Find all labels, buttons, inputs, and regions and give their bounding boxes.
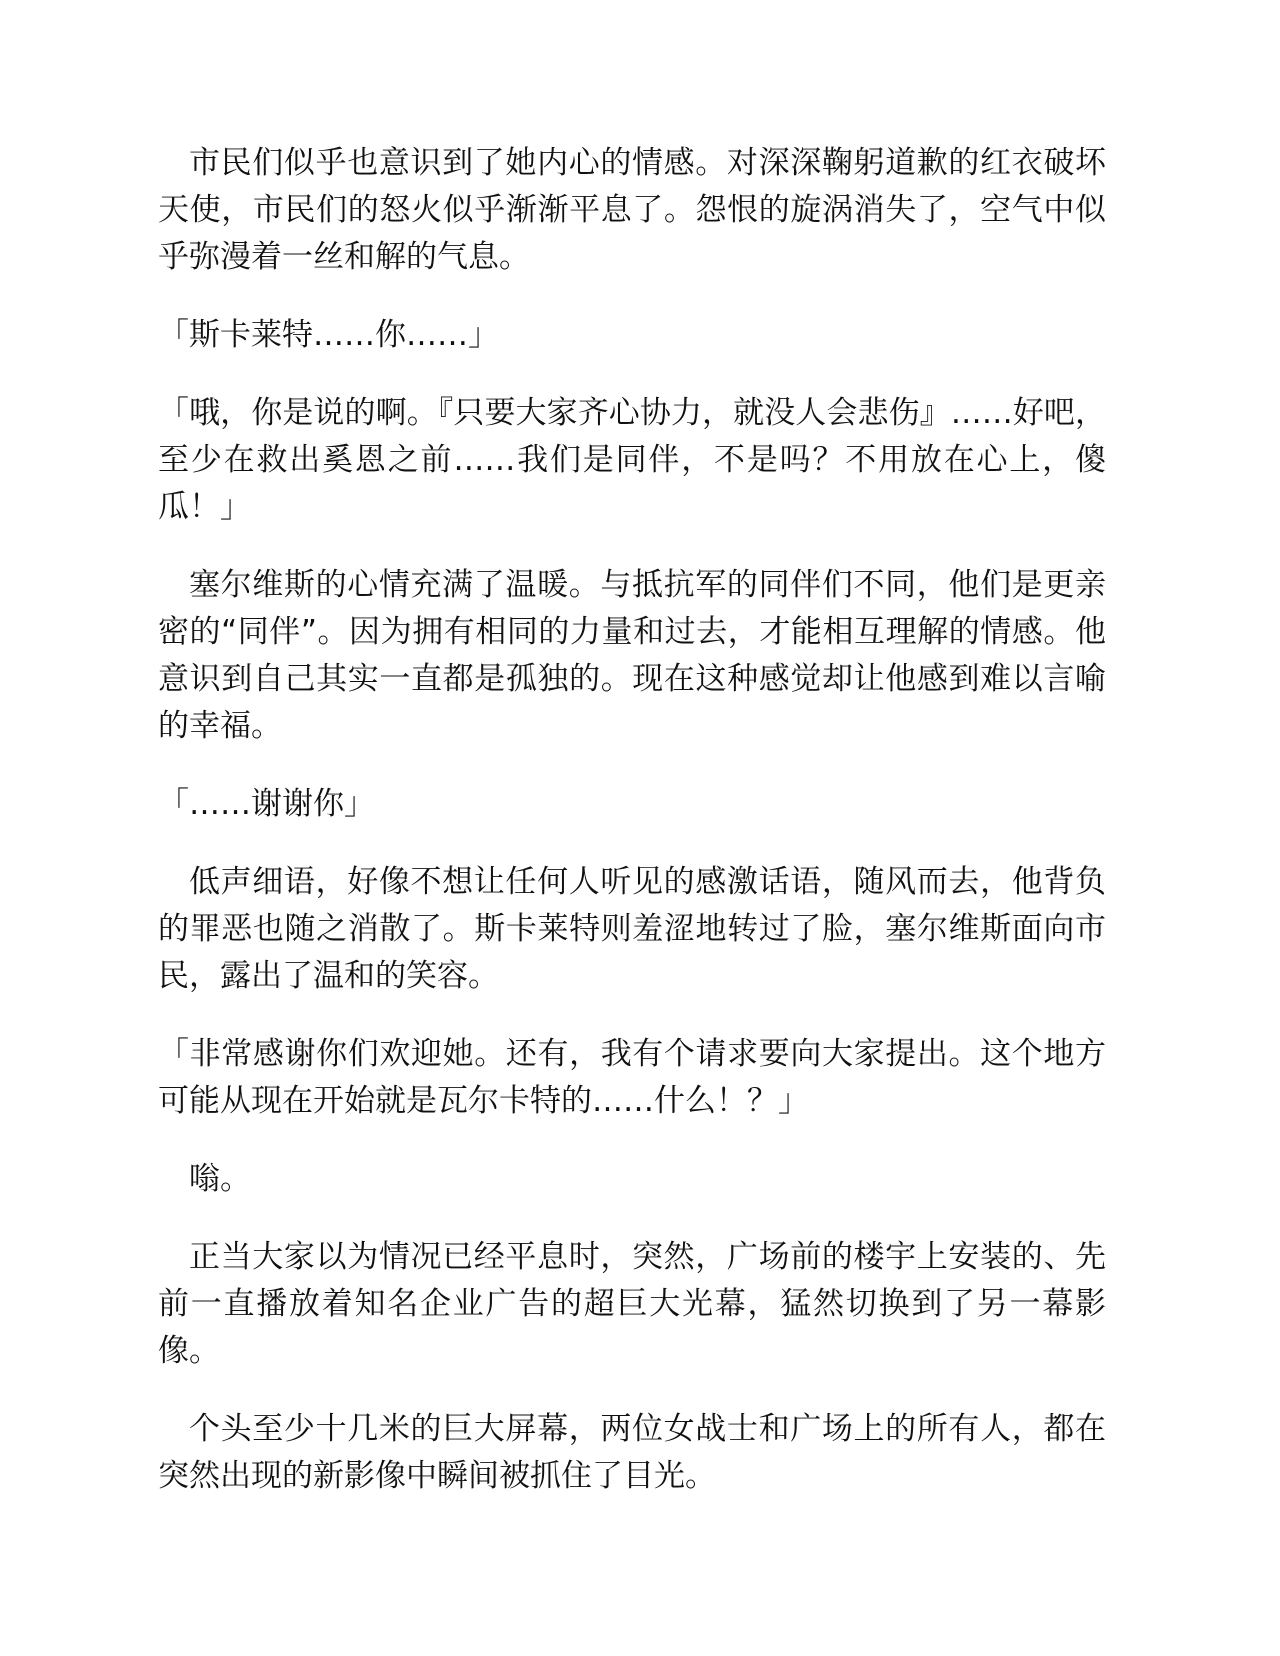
paragraph: 市民们似乎也意识到了她内心的情感。对深深鞠躬道歉的红衣破坏天使，市民们的怒火似乎渐渐平息了。怨恨的旋涡消失了，空气中似乎弥漫着一丝和解的气息。 — [158, 145, 1106, 275]
dialogue-line: 「非常感谢你们欢迎她。还有，我有个请求要向大家提出。这个地方可能从现在开始就是瓦尔卡特的……什么！？」 — [158, 1036, 1106, 1119]
paragraph: 嗡。 — [189, 1161, 251, 1197]
dialogue-line: 「……谢谢你」 — [158, 786, 375, 822]
paragraph: 正当大家以为情况已经平息时，突然，广场前的楼宇上安装的、先前一直播放着知名企业广告的超巨大光幕，猛然切换到了另一幕影像。 — [158, 1239, 1106, 1369]
paragraph: 塞尔维斯的心情充满了温暖。与抵抗军的同伴们不同，他们是更亲密的“同伴”。因为拥有相同的力量和过去，才能相互理解的情感。他意识到自己其实一直都是孤独的。现在这种感觉却让他感到难以言喻的幸福。 — [158, 567, 1106, 744]
paragraph: 个头至少十几米的巨大屏幕，两位女战士和广场上的所有人，都在突然出现的新影像中瞬间被抓住了目光。 — [158, 1411, 1106, 1494]
dialogue-line: 「斯卡莱特……你……」 — [158, 317, 499, 353]
dialogue-line: 「哦，你是说的啊。『只要大家齐心协力，就没人会悲伤』……好吧，至少在救出奚恩之前……我们是同伴，不是吗？不用放在心上，傻瓜！」 — [158, 395, 1106, 525]
document-page — [158, 140, 1106, 1531]
paragraph: 低声细语，好像不想让任何人听见的感激话语，随风而去，他背负的罪恶也随之消散了。斯卡莱特则羞涩地转过了脸，塞尔维斯面向市民，露出了温和的笑容。 — [158, 864, 1106, 994]
